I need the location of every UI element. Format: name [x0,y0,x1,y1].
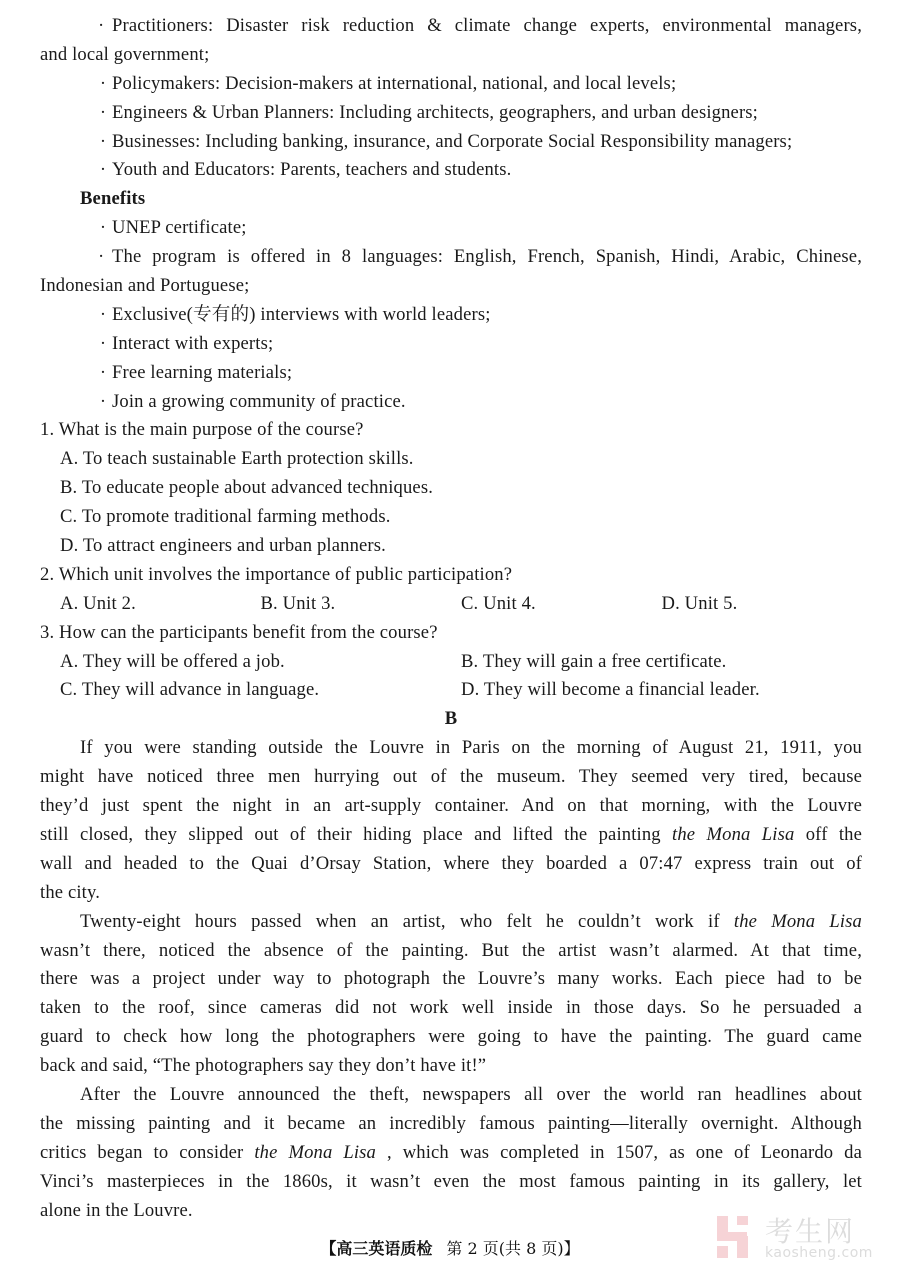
answer-options-row [40,590,862,619]
bullet-icon: · [99,101,107,123]
paragraph-1 [40,734,862,907]
document-page [40,12,862,1225]
answer-options-row [40,648,862,677]
bullet-icon: · [99,159,107,181]
text-line: Twenty-eight hours passed when an artist, who felt he couldn’t work if the Mona Lisa [80,910,863,932]
answer-option-d[interactable]: D. To attract engineers and urban planners. [60,535,386,557]
bullet-icon: · [99,130,107,152]
answer-option-a[interactable]: A. They will be offered a job. [60,650,285,672]
text-line: Vinci’s masterpieces in the 1860s, it wasn’t even the most famous painting in its gallery, let [40,1170,862,1192]
list-item: · Policymakers: Decision-makers at international, national, and local levels; [40,70,862,99]
answer-option-b[interactable]: B. To educate people about advanced techniques. [60,477,434,499]
section-heading: B [444,708,458,730]
artwork-title: the Mona Lisa [733,910,863,932]
benefits-heading: Benefits [80,188,146,210]
list-item: · Interact with experts; [40,330,862,359]
benefits-list [40,214,862,416]
bullet-icon: · [99,303,107,325]
bullet-icon: · [98,15,105,36]
page-footer [0,1236,900,1259]
text-line: guard to check how long the photographers were going to have the painting. The guard came [40,1026,862,1048]
list-item-continuation: Indonesian and Portuguese; [40,275,250,297]
list-item: · Engineers & Urban Planners: Including architects, geographers, and urban designers; [40,99,862,128]
list-item: · Practitioners: Disaster risk reduction & climate change experts, environmental managers, [40,12,862,41]
answer-options-row [40,676,862,705]
paragraph-2 [40,908,862,1081]
list-item: · Youth and Educators: Parents, teachers and students. [40,156,862,185]
text-line: wasn’t there, noticed the absence of the painting. But the artist wasn’t alarmed. At that time, [40,939,862,961]
answer-option-d[interactable]: D. Unit 5. [661,592,738,614]
watermark-url: kaosheng.com [765,1245,873,1261]
text-line: still closed, they slipped out of their hiding place and lifted the painting the Mona Lisa off the [40,823,862,845]
question-stem: 2. Which unit involves the importance of public participation? [40,563,513,585]
text-line: taken to the roof, since cameras did not work well inside in those days. So he persuaded a [40,997,862,1019]
text-line: wall and headed to the Quai d’Orsay Station, where they boarded a 07:47 express train out of [40,852,862,874]
artwork-title: the Mona Lisa [672,823,795,845]
question-2 [40,561,862,619]
text-line: If you were standing outside the Louvre in Paris on the morning of August 21, 1911, you [80,737,862,759]
text-line: there was a project under way to photograph the Louvre’s many works. Each piece had to be [40,968,862,990]
exam-title: 【高三英语质检 [320,1239,433,1258]
question-stem: 3. How can the participants benefit from the course? [40,621,438,643]
answer-option-d[interactable]: D. They will become a financial leader. [461,679,760,701]
answer-option-a[interactable]: A. Unit 2. [60,592,136,614]
list-item: · Join a growing community of practice. [40,388,862,417]
answer-option-b[interactable]: B. Unit 3. [260,592,336,614]
list-item: · UNEP certificate; [40,214,862,243]
list-item: · The program is offered in 8 languages: English, French, Spanish, Hindi, Arabic, Chinese, [40,243,862,272]
answer-option-c[interactable]: C. They will advance in language. [60,679,320,701]
answer-option-c[interactable]: C. Unit 4. [461,592,536,614]
bullet-icon: · [99,332,107,354]
bullet-icon: · [99,361,107,383]
text-line: the city. [40,881,101,903]
paragraph-3 [40,1081,862,1225]
bullet-icon: · [99,217,107,239]
bullet-icon: · [98,246,105,268]
text-line: they’d just spent the night in an art-supply container. And on that morning, with the Louvre [40,795,862,817]
text-line: might have noticed three men hurrying out of the museum. They seemed very tired, because [40,766,862,788]
question-1 [40,416,862,560]
audience-list [40,12,862,185]
text-line: the missing painting and it became an incredibly famous painting—literally overnight. Although [40,1112,862,1134]
answer-option-c[interactable]: C. To promote traditional farming methods. [60,506,391,528]
question-3 [40,619,862,706]
artwork-title: the Mona Lisa [254,1141,377,1163]
text-line: critics began to consider the Mona Lisa , which was completed in 1507, as one of Leonardo da [40,1141,862,1163]
bullet-icon: · [99,390,107,412]
list-item-continuation: and local government; [40,43,210,65]
watermark-name: 考生网 [765,1215,856,1248]
answer-option-a[interactable]: A. To teach sustainable Earth protection skills. [60,448,414,470]
page-number: 第 2 页(共 8 页)】 [446,1239,580,1258]
text-line: alone in the Louvre. [40,1199,193,1221]
question-stem: 1. What is the main purpose of the course? [40,419,364,441]
list-item: · Free learning materials; [40,359,862,388]
text-line: back and said, “The photographers say they don’t have it!” [40,1055,487,1077]
answer-option-b[interactable]: B. They will gain a free certificate. [461,650,727,672]
list-item: · Businesses: Including banking, insurance, and Corporate Social Responsibility managers; [40,128,862,157]
bullet-icon: · [99,72,107,94]
list-item: · Exclusive(专有的) interviews with world leaders; [40,301,862,330]
text-line: After the Louvre announced the theft, newspapers all over the world ran headlines about [80,1083,862,1105]
